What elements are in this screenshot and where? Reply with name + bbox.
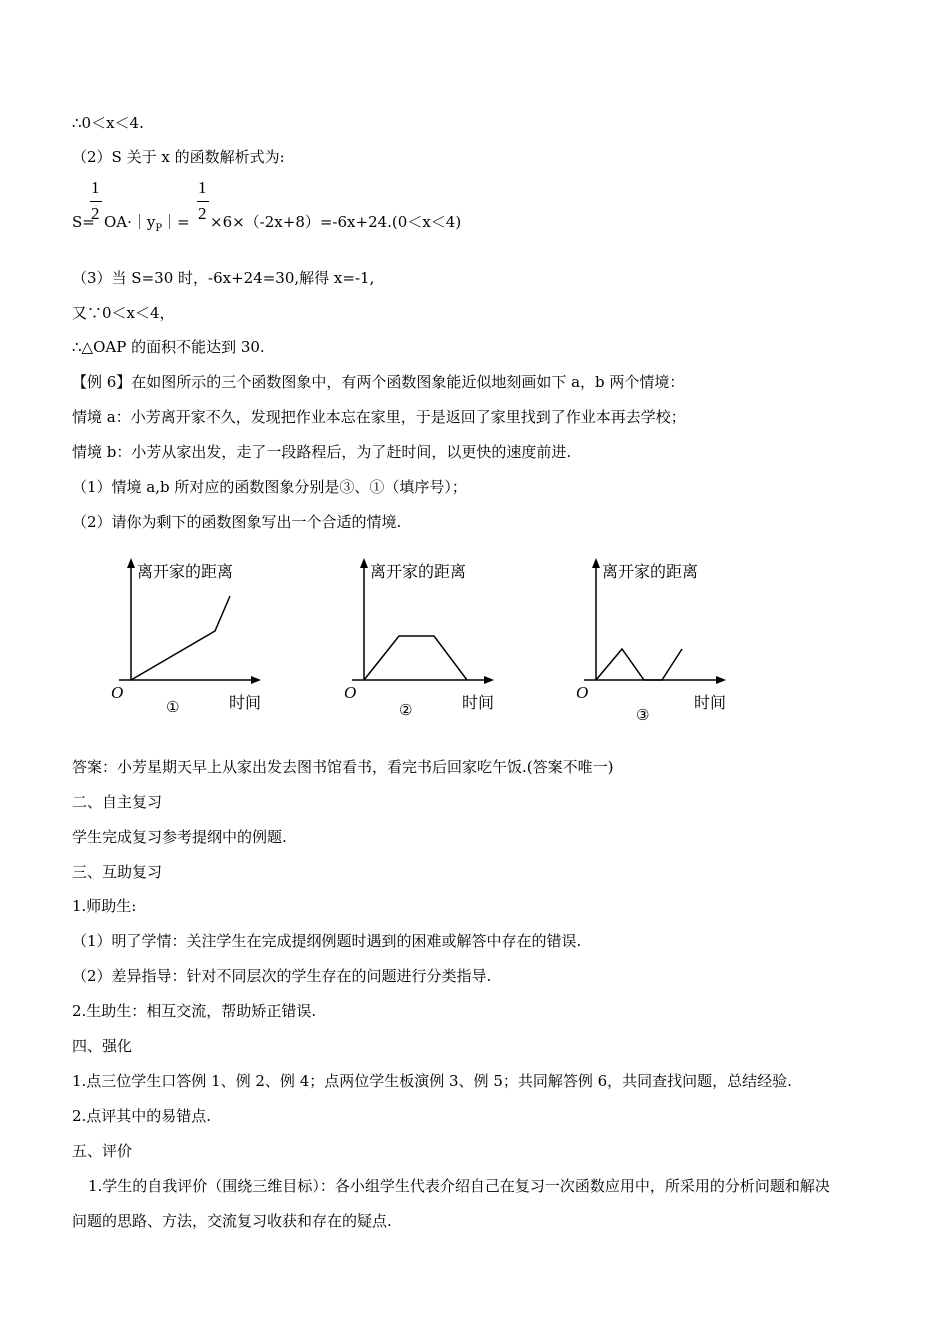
text-line: （3）当 S=30 时，-6x+24=30,解得 x=-1, (72, 269, 375, 287)
formula-prefix: S= (72, 213, 95, 231)
text-line: （2）S 关于 x 的函数解析式为: (72, 148, 285, 166)
x-axis-label: 时间 (694, 693, 727, 712)
y-axis-label: 离开家的距离 (602, 562, 699, 581)
fraction-bar (90, 201, 102, 202)
formula-suffix: ×6×（-2x+8）=-6x+24.(0＜x＜4) (210, 213, 462, 231)
text-line: （2）请你为剩下的函数图象写出一个合适的情境. (72, 513, 402, 531)
text-line: 1.点三位学生口答例 1、例 2、例 4；点两位学生板演例 3、例 5；共同解答例 6，共同查找问题，总结经验. (72, 1072, 792, 1090)
fraction-numerator: 1 (198, 178, 207, 197)
text-line: 【例 6】在如图所示的三个函数图象中，有两个函数图象能近似地刻画如下 a，b 两个情境： (72, 373, 685, 391)
origin-label: O (111, 683, 124, 702)
graph-number: ② (399, 701, 413, 719)
fraction-denominator: 2 (91, 204, 100, 223)
text-line: 2.生助生：相互交流，帮助矫正错误. (72, 1002, 317, 1020)
y-axis-arrow (127, 558, 135, 568)
x-axis-arrow (251, 676, 261, 684)
function-graph-2 (338, 552, 518, 727)
formula-middle (104, 212, 190, 239)
graph-line (596, 649, 682, 680)
fraction-bar (197, 201, 209, 202)
function-graph-3 (570, 552, 750, 727)
section-heading: 四、强化 (72, 1037, 133, 1055)
text-line: 2.点评其中的易错点. (72, 1107, 212, 1125)
section-heading: 三、互助复习 (72, 863, 163, 881)
section-heading: 二、自主复习 (72, 793, 163, 811)
text-line: 答案：小芳星期天早上从家出发去图书馆看书，看完书后回家吃午饭.(答案不唯一) (72, 758, 614, 776)
text-line: ∴0＜x＜4. (72, 114, 144, 132)
text-line: ∴△OAP 的面积不能达到 30. (72, 338, 265, 356)
function-graph-1 (105, 552, 285, 727)
formula-subscript: P (155, 223, 163, 234)
text-line: 1.师助生: (72, 897, 137, 915)
formula-oa: OA·｜y (104, 213, 156, 231)
graph-line (364, 636, 467, 680)
fraction-numerator: 1 (91, 178, 100, 197)
y-axis-arrow (592, 558, 600, 568)
text-line: （1）明了学情：关注学生在完成提纲例题时遇到的困难或解答中存在的错误. (72, 932, 582, 950)
formula-eq: ｜= (162, 213, 190, 231)
fraction-denominator: 2 (198, 204, 207, 223)
y-axis-label: 离开家的距离 (137, 562, 234, 581)
origin-label: O (576, 683, 589, 702)
text-line: 情境 b：小芳从家出发，走了一段路程后，为了赶时间，以更快的速度前进. (72, 443, 572, 461)
x-axis-label: 时间 (462, 693, 495, 712)
graph-line (131, 596, 230, 680)
text-line: 问题的思路、方法，交流复习收获和存在的疑点. (72, 1212, 392, 1230)
text-line: 学生完成复习参考提纲中的例题. (72, 828, 287, 846)
x-axis-arrow (716, 676, 726, 684)
graph-number: ① (166, 698, 180, 716)
text-line: 1.学生的自我评价（围绕三维目标）：各小组学生代表介绍自己在复习一次函数应用中，所采用的分析问题和解决 (88, 1177, 830, 1195)
text-line: （2）差异指导：针对不同层次的学生存在的问题进行分类指导. (72, 967, 492, 985)
y-axis-arrow (360, 558, 368, 568)
y-axis-label: 离开家的距离 (370, 562, 467, 581)
text-line: 情境 a：小芳离开家不久，发现把作业本忘在家里，于是返回了家里找到了作业本再去学校； (72, 408, 686, 426)
origin-label: O (344, 683, 357, 702)
x-axis-arrow (484, 676, 494, 684)
x-axis-label: 时间 (229, 693, 262, 712)
graph-number: ③ (636, 706, 650, 724)
text-line: （1）情境 a,b 所对应的函数图象分别是③、①（填序号）； (72, 478, 467, 496)
text-line: 又∵0＜x＜4， (72, 304, 175, 322)
section-heading: 五、评价 (72, 1142, 133, 1160)
